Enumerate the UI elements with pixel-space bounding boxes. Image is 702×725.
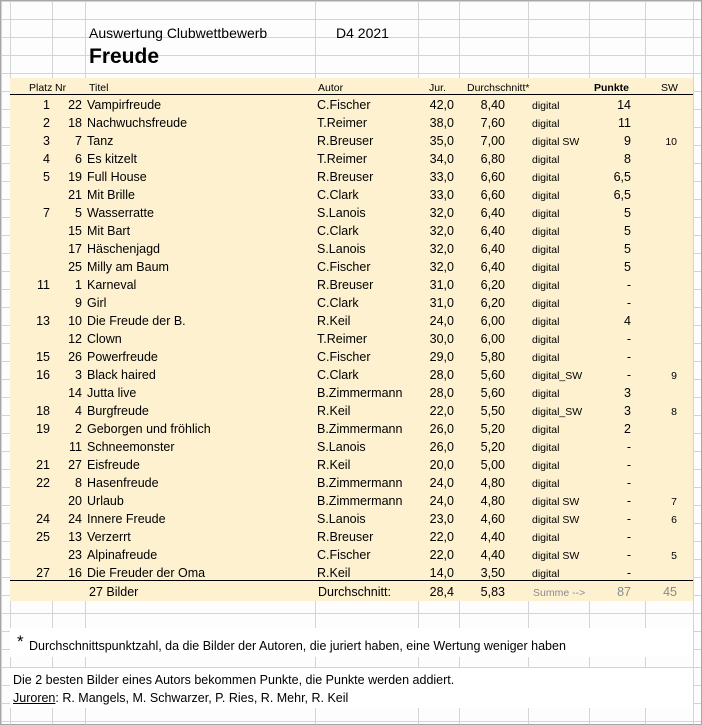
cell-avg: 8,40 — [480, 98, 505, 112]
cell-avg: 6,40 — [480, 206, 505, 220]
cell-sw: 9 — [671, 370, 677, 382]
summary-avg: 5,83 — [480, 585, 505, 599]
cell-avg: 6,20 — [480, 296, 505, 310]
cell-punkte: 2 — [624, 422, 631, 436]
cell-sw: 10 — [665, 136, 677, 148]
cell-jur: 35,0 — [429, 134, 454, 148]
cell-titel: Es kitzelt — [87, 152, 138, 166]
cell-punkte: - — [626, 458, 631, 472]
cell-titel: Mit Brille — [87, 188, 135, 202]
cell-typ: digital — [532, 460, 560, 472]
cell-avg: 5,20 — [480, 422, 505, 436]
cell-titel: Full House — [87, 170, 147, 184]
cell-autor: C.Clark — [317, 188, 359, 202]
table-row — [1, 312, 702, 330]
cell-nr: 21 — [68, 188, 82, 202]
cell-typ: digital — [532, 334, 560, 346]
cell-jur: 24,0 — [429, 476, 454, 490]
summary-label: Durchschnitt: — [318, 585, 391, 599]
cell-titel: Die Freude der B. — [87, 314, 186, 328]
cell-punkte: 6,5 — [613, 170, 631, 184]
col-header-nr: Nr — [55, 82, 67, 94]
cell-autor: C.Fischer — [317, 350, 371, 364]
cell-autor: T.Reimer — [317, 116, 368, 130]
cell-titel: Tanz — [87, 134, 114, 148]
cell-platz: 22 — [36, 476, 50, 490]
cell-typ: digital — [532, 316, 560, 328]
cell-titel: Hasenfreude — [87, 476, 159, 490]
table-row — [1, 384, 702, 402]
cell-jur: 29,0 — [429, 350, 454, 364]
cell-avg: 5,60 — [480, 368, 505, 382]
cell-titel: Die Freuder der Oma — [87, 566, 206, 580]
cell-sw: 8 — [671, 406, 677, 418]
cell-nr: 22 — [68, 98, 82, 112]
cell-platz: 4 — [43, 152, 50, 166]
cell-typ: digital — [532, 424, 560, 436]
cell-nr: 10 — [68, 314, 82, 328]
cell-nr: 12 — [68, 332, 82, 346]
cell-titel: Eisfreude — [87, 458, 140, 472]
cell-platz: 11 — [37, 278, 50, 292]
cell-autor: R.Breuser — [317, 170, 374, 184]
cell-punkte: 11 — [618, 116, 631, 130]
summary-count: 27 Bilder — [89, 585, 139, 599]
cell-typ: digital SW — [532, 550, 580, 562]
cell-platz: 1 — [43, 98, 50, 112]
table-row — [1, 510, 702, 528]
table-row — [1, 474, 702, 492]
cell-nr: 11 — [69, 440, 82, 454]
summary-sum-label: Summe --> — [533, 587, 586, 599]
cell-autor: R.Breuser — [317, 530, 374, 544]
table-row — [1, 168, 702, 186]
cell-punkte: - — [626, 368, 631, 382]
cell-jur: 32,0 — [429, 242, 454, 256]
cell-titel: Burgfreude — [87, 404, 149, 418]
col-header-sw: SW — [661, 82, 678, 94]
cell-titel: Clown — [87, 332, 122, 346]
footnote-mark: * — [17, 632, 24, 651]
cell-nr: 7 — [75, 134, 82, 148]
cell-nr: 23 — [68, 548, 82, 562]
cell-punkte: 3 — [624, 386, 631, 400]
cell-nr: 5 — [75, 206, 82, 220]
cell-avg: 6,20 — [480, 278, 505, 292]
table-row — [1, 366, 702, 384]
cell-jur: 26,0 — [429, 440, 454, 454]
cell-typ: digital — [532, 478, 560, 490]
cell-autor: T.Reimer — [317, 152, 368, 166]
cell-punkte: 6,5 — [613, 188, 631, 202]
cell-jur: 20,0 — [429, 458, 454, 472]
cell-jur: 33,0 — [429, 188, 454, 202]
table-row — [1, 348, 702, 366]
cell-punkte: - — [626, 440, 631, 454]
cell-platz: 24 — [36, 512, 50, 526]
cell-platz: 15 — [36, 350, 50, 364]
col-header-punkte: Punkte — [594, 82, 630, 94]
cell-jur: 23,0 — [429, 512, 454, 526]
table-row — [1, 420, 702, 438]
cell-punkte: - — [626, 278, 631, 292]
cell-punkte: - — [626, 548, 631, 562]
cell-typ: digital — [532, 208, 560, 220]
cell-autor: R.Keil — [317, 314, 351, 328]
cell-autor: R.Breuser — [317, 278, 374, 292]
cell-avg: 5,80 — [480, 350, 505, 364]
cell-autor: B.Zimmermann — [317, 422, 403, 436]
cell-punkte: 8 — [624, 152, 631, 166]
cell-nr: 20 — [68, 494, 82, 508]
cell-avg: 6,40 — [480, 224, 505, 238]
cell-typ: digital SW — [532, 136, 580, 148]
cell-typ: digital SW — [532, 496, 580, 508]
cell-titel: Karneval — [87, 278, 137, 292]
cell-avg: 6,80 — [480, 152, 505, 166]
cell-typ: digital — [532, 388, 560, 400]
cell-punkte: - — [626, 296, 631, 310]
cell-avg: 5,60 — [480, 386, 505, 400]
cell-platz: 21 — [36, 458, 50, 472]
cell-titel: Innere Freude — [87, 512, 166, 526]
cell-nr: 25 — [68, 260, 82, 274]
cell-jur: 26,0 — [429, 422, 454, 436]
cell-avg: 4,40 — [480, 530, 505, 544]
cell-autor: B.Zimmermann — [317, 386, 403, 400]
table-row — [1, 240, 702, 258]
cell-nr: 19 — [68, 170, 82, 184]
cell-jur: 42,0 — [429, 98, 454, 112]
cell-punkte: 5 — [624, 206, 631, 220]
cell-avg: 6,60 — [480, 188, 505, 202]
cell-punkte: - — [626, 530, 631, 544]
cell-avg: 4,80 — [480, 476, 505, 490]
cell-avg: 6,00 — [480, 332, 505, 346]
cell-platz: 7 — [43, 206, 50, 220]
page-title: Freude — [89, 45, 160, 68]
cell-typ: digital — [532, 352, 560, 364]
cell-punkte: 9 — [624, 134, 631, 148]
table-row — [1, 438, 702, 456]
rule-note: Die 2 besten Bilder eines Autors bekommen Punkte, die Punkte werden addiert. — [13, 673, 455, 687]
cell-autor: C.Fischer — [317, 548, 371, 562]
jury-label: Juroren — [13, 691, 56, 705]
cell-platz: 2 — [43, 116, 50, 130]
cell-avg: 7,00 — [480, 134, 505, 148]
cell-avg: 5,00 — [480, 458, 505, 472]
cell-titel: Geborgen und fröhlich — [87, 422, 211, 436]
cell-typ: digital — [532, 172, 560, 184]
cell-nr: 6 — [75, 152, 82, 166]
summary-sw: 45 — [663, 585, 677, 599]
cell-jur: 14,0 — [429, 566, 454, 580]
cell-avg: 6,60 — [480, 170, 505, 184]
cell-typ: digital — [532, 532, 560, 544]
cell-nr: 3 — [75, 368, 82, 382]
cell-jur: 32,0 — [429, 260, 454, 274]
cell-jur: 28,0 — [429, 386, 454, 400]
cell-avg: 4,80 — [480, 494, 505, 508]
cell-punkte: 4 — [624, 314, 631, 328]
cell-avg: 4,60 — [480, 512, 505, 526]
table-row — [1, 186, 702, 204]
cell-platz: 25 — [36, 530, 50, 544]
cell-sw: 5 — [671, 550, 677, 562]
cell-titel: Urlaub — [87, 494, 124, 508]
cell-avg: 3,50 — [480, 566, 505, 580]
report-subtitle: Auswertung Clubwettbewerb — [89, 25, 268, 41]
cell-autor: C.Fischer — [317, 260, 371, 274]
cell-avg: 6,40 — [480, 260, 505, 274]
cell-platz: 19 — [36, 422, 50, 436]
cell-punkte: - — [626, 350, 631, 364]
cell-nr: 16 — [68, 566, 82, 580]
cell-punkte: 3 — [624, 404, 631, 418]
cell-avg: 6,40 — [480, 242, 505, 256]
cell-punkte: 14 — [617, 98, 631, 112]
cell-autor: C.Clark — [317, 368, 359, 382]
table-row — [1, 96, 702, 114]
cell-platz: 18 — [36, 404, 50, 418]
cell-autor: R.Breuser — [317, 134, 374, 148]
cell-avg: 4,40 — [480, 548, 505, 562]
cell-autor: B.Zimmermann — [317, 494, 403, 508]
cell-typ: digital — [532, 298, 560, 310]
col-header-titel: Titel — [89, 82, 109, 94]
cell-nr: 4 — [75, 404, 82, 418]
cell-nr: 24 — [68, 512, 82, 526]
jury-note — [13, 691, 348, 705]
cell-avg: 5,20 — [480, 440, 505, 454]
table-row — [1, 150, 702, 168]
cell-jur: 22,0 — [429, 548, 454, 562]
cell-titel: Nachwuchsfreude — [87, 116, 188, 130]
cell-typ: digital SW — [532, 514, 580, 526]
division-label: D4 2021 — [336, 25, 389, 41]
col-header-autor: Autor — [318, 82, 344, 94]
cell-nr: 13 — [68, 530, 82, 544]
cell-jur: 31,0 — [429, 296, 454, 310]
cell-typ: digital — [532, 280, 560, 292]
cell-autor: R.Keil — [317, 566, 351, 580]
summary-separator — [10, 580, 693, 581]
cell-titel: Schneemonster — [87, 440, 175, 454]
cell-titel: Verzerrt — [87, 530, 131, 544]
table-row — [1, 492, 702, 510]
cell-autor: S.Lanois — [317, 440, 366, 454]
cell-nr: 27 — [68, 458, 82, 472]
table-row — [1, 402, 702, 420]
summary-jur: 28,4 — [429, 585, 454, 599]
cell-typ: digital — [532, 118, 560, 130]
table-row — [1, 114, 702, 132]
cell-nr: 14 — [68, 386, 82, 400]
table-row — [1, 546, 702, 564]
table-row — [1, 330, 702, 348]
cell-nr: 8 — [75, 476, 82, 490]
footnote-text: Durchschnittspunktzahl, da die Bilder der Autoren, die juriert haben, eine Wertung weniger haben — [29, 639, 566, 653]
col-header-durchschnitt: Durchschnitt* — [467, 82, 530, 94]
cell-platz: 3 — [43, 134, 50, 148]
cell-autor: R.Keil — [317, 404, 351, 418]
table-row — [1, 276, 702, 294]
table-row — [1, 528, 702, 546]
cell-punkte: - — [626, 512, 631, 526]
cell-platz: 27 — [36, 566, 50, 580]
cell-punkte: - — [626, 494, 631, 508]
table-row — [1, 258, 702, 276]
cell-autor: S.Lanois — [317, 512, 366, 526]
cell-typ: digital — [532, 154, 560, 166]
cell-platz: 13 — [36, 314, 50, 328]
cell-jur: 38,0 — [429, 116, 454, 130]
cell-titel: Girl — [87, 296, 107, 310]
cell-punkte: - — [626, 566, 631, 580]
cell-titel: Powerfreude — [87, 350, 158, 364]
table-row — [1, 294, 702, 312]
cell-autor: S.Lanois — [317, 206, 366, 220]
cell-autor: C.Clark — [317, 224, 359, 238]
cell-punkte: 5 — [624, 242, 631, 256]
cell-nr: 1 — [75, 278, 82, 292]
col-header-jur: Jur. — [429, 82, 446, 94]
cell-typ: digital — [532, 190, 560, 202]
cell-autor: T.Reimer — [317, 332, 368, 346]
cell-jur: 22,0 — [429, 404, 454, 418]
cell-nr: 26 — [68, 350, 82, 364]
cell-typ: digital — [532, 100, 560, 112]
cell-autor: C.Fischer — [317, 98, 371, 112]
summary-punkte: 87 — [617, 585, 631, 599]
cell-nr: 2 — [75, 422, 82, 436]
cell-titel: Milly am Baum — [87, 260, 169, 274]
cell-punkte: 5 — [624, 260, 631, 274]
cell-autor: R.Keil — [317, 458, 351, 472]
cell-titel: Vampirfreude — [87, 98, 162, 112]
cell-platz: 16 — [36, 368, 50, 382]
cell-nr: 9 — [75, 296, 82, 310]
cell-titel: Wasserratte — [87, 206, 154, 220]
cell-nr: 15 — [68, 224, 82, 238]
cell-titel: Jutta live — [87, 386, 137, 400]
cell-titel: Häschenjagd — [87, 242, 160, 256]
cell-typ: digital — [532, 442, 560, 454]
table-row — [1, 132, 702, 150]
cell-titel: Black haired — [87, 368, 156, 382]
col-header-platz: Platz — [29, 82, 53, 94]
cell-titel: Alpinafreude — [87, 548, 158, 562]
cell-avg: 5,50 — [480, 404, 505, 418]
table-row — [1, 222, 702, 240]
cell-typ: digital_SW — [532, 406, 583, 418]
table-row — [1, 204, 702, 222]
cell-punkte: 5 — [624, 224, 631, 238]
cell-sw: 6 — [671, 514, 677, 526]
cell-nr: 18 — [68, 116, 82, 130]
cell-punkte: - — [626, 476, 631, 490]
cell-jur: 30,0 — [429, 332, 454, 346]
cell-typ: digital — [532, 244, 560, 256]
cell-nr: 17 — [68, 242, 82, 256]
cell-jur: 32,0 — [429, 206, 454, 220]
cell-titel: Mit Bart — [87, 224, 131, 238]
cell-jur: 34,0 — [429, 152, 454, 166]
cell-platz: 5 — [43, 170, 50, 184]
cell-jur: 28,0 — [429, 368, 454, 382]
cell-typ: digital — [532, 226, 560, 238]
cell-punkte: - — [626, 332, 631, 346]
cell-typ: digital — [532, 262, 560, 274]
table-row — [1, 456, 702, 474]
cell-autor: B.Zimmermann — [317, 476, 403, 490]
cell-autor: C.Clark — [317, 296, 359, 310]
cell-jur: 24,0 — [429, 314, 454, 328]
cell-autor: S.Lanois — [317, 242, 366, 256]
cell-typ: digital — [532, 568, 560, 580]
header-separator — [10, 94, 693, 95]
cell-jur: 31,0 — [429, 278, 454, 292]
cell-jur: 24,0 — [429, 494, 454, 508]
cell-avg: 6,00 — [480, 314, 505, 328]
cell-jur: 33,0 — [429, 170, 454, 184]
cell-typ: digital_SW — [532, 370, 583, 382]
cell-avg: 7,60 — [480, 116, 505, 130]
cell-sw: 7 — [671, 496, 677, 508]
jury-names: : R. Mangels, M. Schwarzer, P. Ries, R. Mehr, R. Keil — [55, 691, 349, 705]
cell-jur: 22,0 — [429, 530, 454, 544]
cell-jur: 32,0 — [429, 224, 454, 238]
